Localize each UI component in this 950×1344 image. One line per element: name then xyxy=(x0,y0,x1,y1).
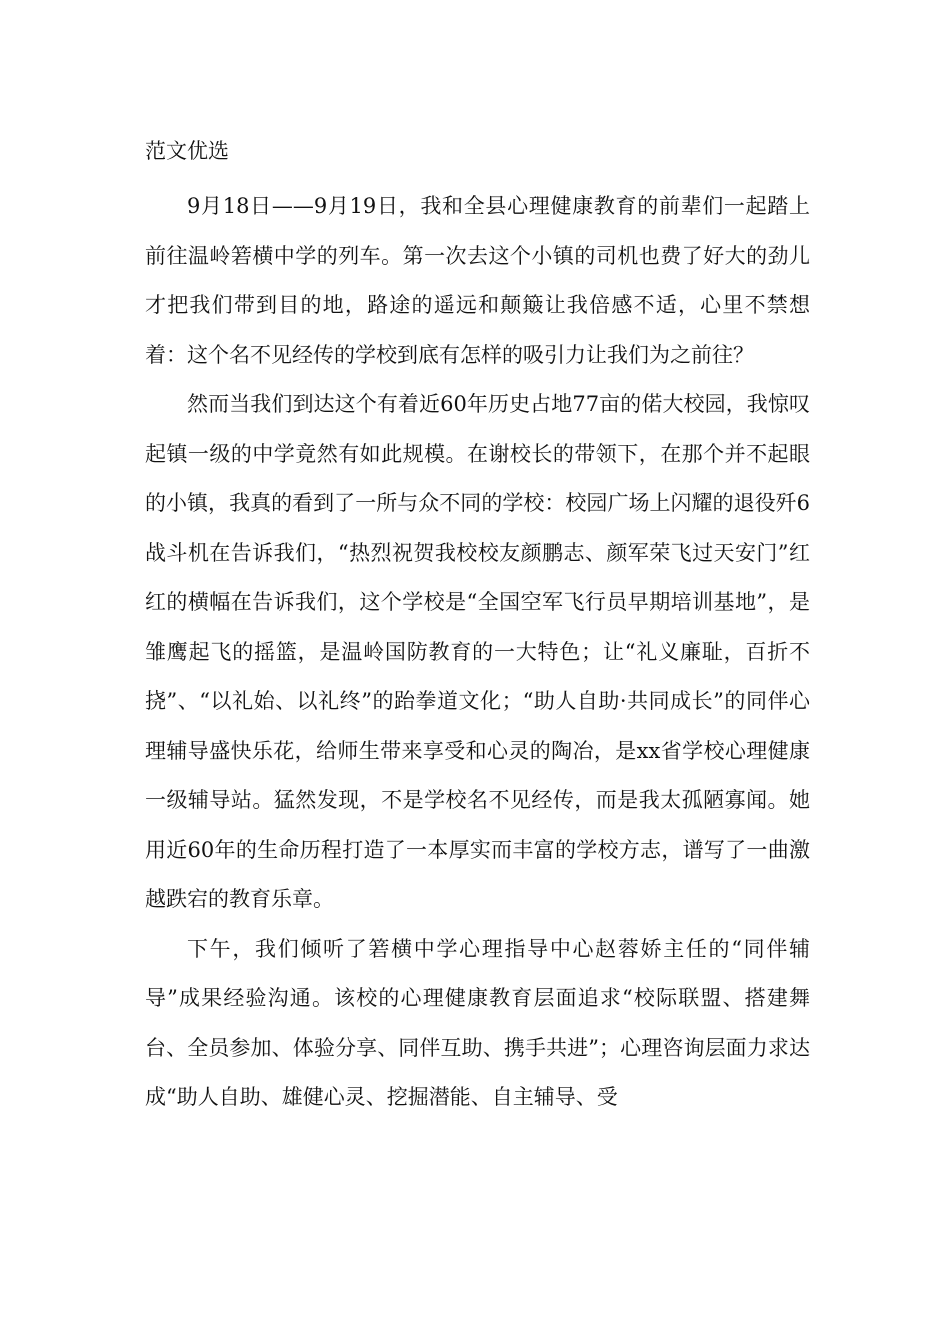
paragraph: 下午，我们倾听了箬横中学心理指导中心赵蓉娇主任的“同伴辅导”成果经验沟通。该校的心理健康教育层面追求“校际联盟、搭建舞台、全员参加、体验分享、同伴互助、携手共进”；心理咨询层面力求达成“助人自助、雄健心灵、挖掘潜能、自主辅导、受 xyxy=(145,936,810,1109)
page-header: 范文优选 xyxy=(145,139,229,163)
document-body xyxy=(145,182,810,1123)
paragraph: 9月18日——9月19日，我和全县心理健康教育的前辈们一起踏上前往温岭箬横中学的列车。第一次去这个小镇的司机也费了好大的劲儿才把我们带到目的地，路途的遥远和颠簸让我倍感不适，心里不禁想着：这个名不见经传的学校到底有怎样的吸引力让我们为之前往？ xyxy=(145,194,810,367)
paragraph: 然而当我们到达这个有着近60年历史占地77亩的偌大校园，我惊叹起镇一级的中学竟然有如此规模。在谢校长的带领下，在那个并不起眼的小镇，我真的看到了一所与众不同的学校：校园广场上闪耀的退役歼6战斗机在告诉我们，“热烈祝贺我校校友颜鹏志、颜军荣飞过天安门”红红的横幅在告诉我们，这个学校是“全国空军飞行员早期培训基地”，是雏鹰起飞的摇篮，是温岭国防教育的一大特色；让“礼义廉耻，百折不挠”、“以礼始、以礼终”的跆拳道文化；“助人自助·共同成长”的同伴心理辅导盛快乐花，给师生带来享受和心灵的陶冶，是xx省学校心理健康一级辅导站。猛然发现，不是学校名不见经传，而是我太孤陋寡闻。她用近60年的生命历程打造了一本厚实而丰富的学校方志，谱写了一曲激越跌宕的教育乐章。 xyxy=(145,392,810,911)
